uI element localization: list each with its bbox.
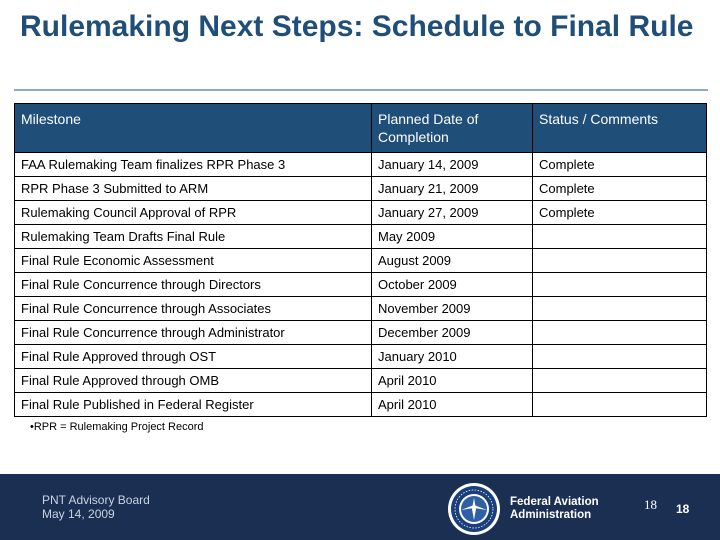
milestone-cell: Rulemaking Council Approval of RPR [15,201,372,225]
table-row [15,273,707,297]
header-status: Status / Comments [533,104,707,153]
date-cell: January 27, 2009 [372,201,533,225]
event-name: PNT Advisory Board [42,493,150,507]
milestone-table [14,103,707,417]
milestone-cell: Final Rule Economic Assessment [15,249,372,273]
table-row [15,201,707,225]
table-row [15,297,707,321]
agency-line-1: Federal Aviation [510,496,599,508]
status-cell [533,225,707,249]
table-row [15,153,707,177]
date-cell: May 2009 [372,225,533,249]
slide-title: Rulemaking Next Steps: Schedule to Final Rule [20,10,694,43]
faa-seal-icon [447,482,501,536]
table-row [15,177,707,201]
date-cell: April 2010 [372,393,533,417]
header-milestone: Milestone [15,104,372,153]
date-cell: August 2009 [372,249,533,273]
agency-name [510,496,599,522]
status-cell: Complete [533,201,707,225]
milestone-cell: Final Rule Approved through OMB [15,369,372,393]
date-cell: April 2010 [372,369,533,393]
table-row [15,393,707,417]
page-number-secondary: 18 [644,497,657,512]
date-cell: November 2009 [372,297,533,321]
table-row [15,249,707,273]
status-cell [533,249,707,273]
slide-footer [0,474,720,540]
milestone-cell: Final Rule Concurrence through Directors [15,273,372,297]
status-cell [533,297,707,321]
date-cell: January 2010 [372,345,533,369]
title-divider [14,89,708,91]
date-cell: December 2009 [372,321,533,345]
status-cell [533,345,707,369]
header-planned-date: Planned Date of Completion [372,104,533,153]
status-cell [533,273,707,297]
table-header-row [15,104,707,153]
table-row [15,369,707,393]
status-cell [533,393,707,417]
milestone-cell: FAA Rulemaking Team finalizes RPR Phase 3 [15,153,372,177]
milestone-cell: Final Rule Concurrence through Associates [15,297,372,321]
status-cell [533,321,707,345]
status-cell: Complete [533,177,707,201]
table-row [15,225,707,249]
agency-line-2: Administration [510,509,592,521]
table-row [15,321,707,345]
milestone-cell: Final Rule Approved through OST [15,345,372,369]
status-cell: Complete [533,153,707,177]
date-cell: October 2009 [372,273,533,297]
date-cell: January 21, 2009 [372,177,533,201]
milestone-cell: Rulemaking Team Drafts Final Rule [15,225,372,249]
milestone-cell: RPR Phase 3 Submitted to ARM [15,177,372,201]
date-cell: January 14, 2009 [372,153,533,177]
table-row [15,345,707,369]
status-cell [533,369,707,393]
event-date: May 14, 2009 [42,507,115,521]
milestone-cell: Final Rule Published in Federal Register [15,393,372,417]
footnote: •RPR = Rulemaking Project Record [30,421,204,433]
milestone-cell: Final Rule Concurrence through Administrator [15,321,372,345]
footer-event-info [42,493,150,521]
page-number: 18 [676,502,690,516]
